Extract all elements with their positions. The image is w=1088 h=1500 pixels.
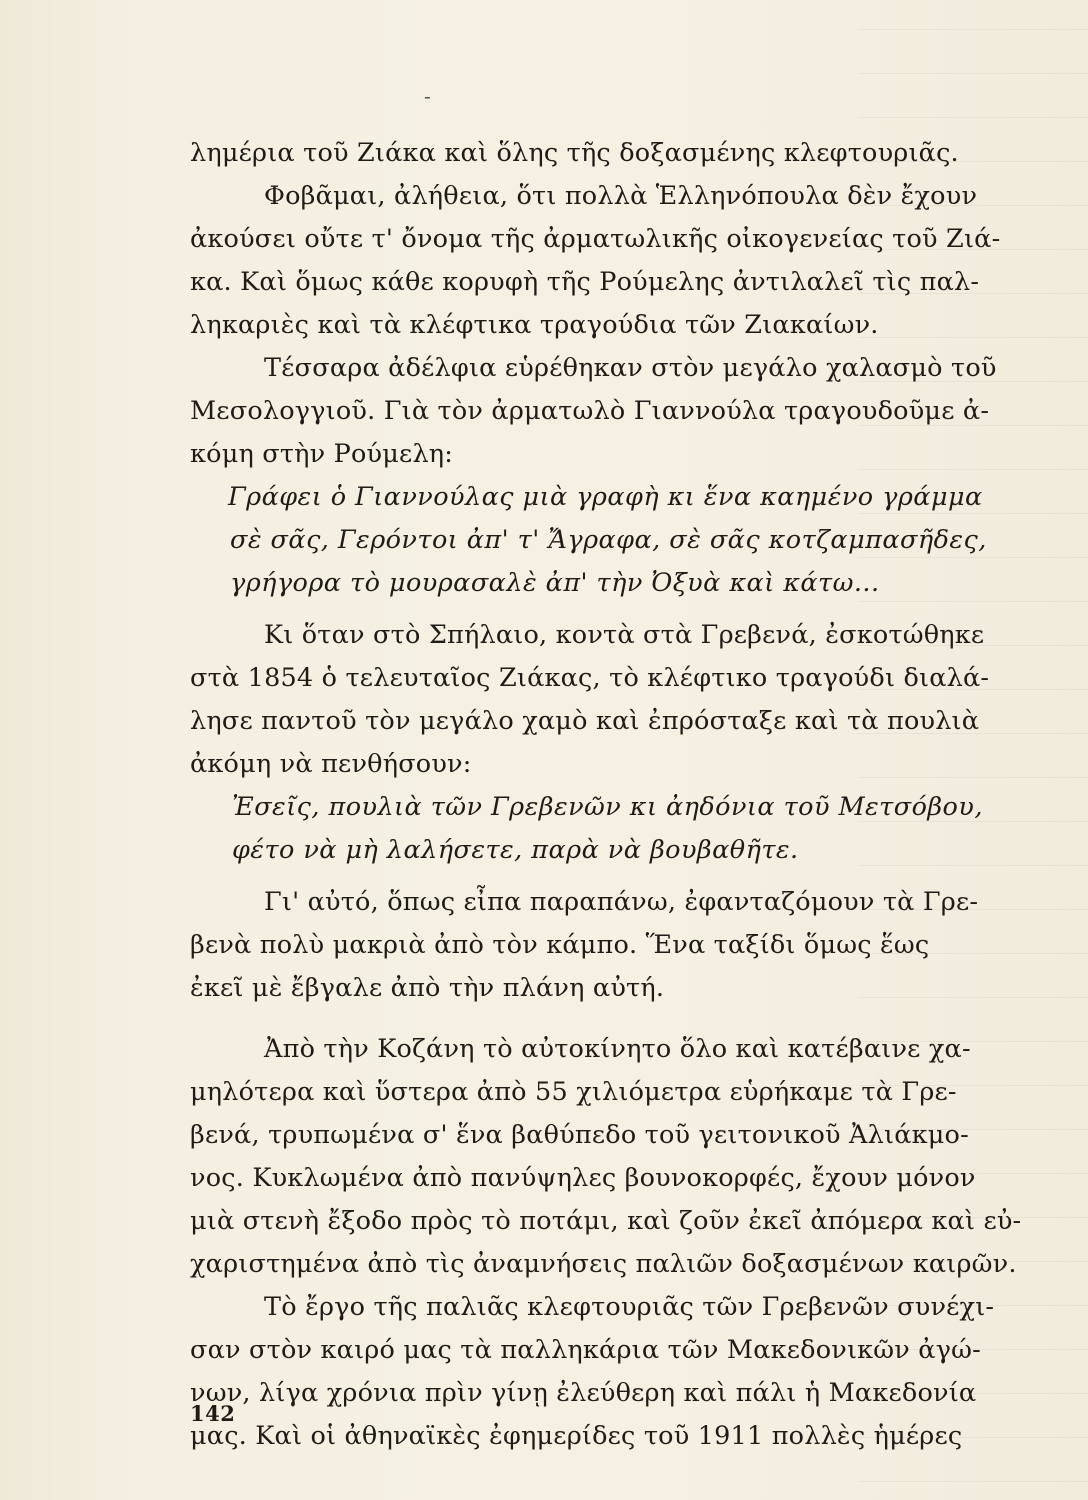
- poem-line: φέτο νὰ μὴ λαλήσετε, παρὰ νὰ βουβαθῆτε.: [232, 835, 799, 865]
- text-line: χαριστημένα ἀπὸ τὶς ἀναμνήσεις παλιῶν δοξασμένων καιρῶν.: [190, 1249, 1017, 1279]
- text-line: Ἀπὸ τὴν Κοζάνη τὸ αὐτοκίνητο ὅλο καὶ κατέβαινε χα-: [264, 1034, 971, 1064]
- text-line: ληκαριὲς καὶ τὰ κλέφτικα τραγούδια τῶν Ζιακαίων.: [190, 310, 879, 340]
- text-line: Μεσολογγιοῦ. Γιὰ τὸν ἀρματωλὸ Γιαννούλα τραγουδοῦμε ἀ-: [190, 396, 990, 426]
- text-line: νων, λίγα χρόνια πρὶν γίνῃ ἐλεύθερη καὶ πάλι ἡ Μακεδονία: [190, 1378, 977, 1408]
- text-line: κα. Καὶ ὅμως κάθε κορυφὴ τῆς Ρούμελης ἀντιλαλεῖ τὶς παλ-: [190, 267, 980, 297]
- text-line: νος. Κυκλωμένα ἀπὸ πανύψηλες βουνοκορφές, ἔχουν μόνον: [190, 1163, 976, 1193]
- text-line: λησε παντοῦ τὸν μεγάλο χαμὸ καὶ ἐπρόσταξε καὶ τὰ πουλιὰ: [190, 706, 980, 736]
- text-line: βενά, τρυπωμένα σ' ἕνα βαθύπεδο τοῦ γειτονικοῦ Ἀλιάκμο-: [190, 1120, 969, 1150]
- text-line: μας. Καὶ οἱ ἀθηναϊκὲς ἐφημερίδες τοῦ 1911 πολλὲς ἡμέρες: [190, 1421, 963, 1451]
- text-line: Κι ὅταν στὸ Σπήλαιο, κοντὰ στὰ Γρεβενά, ἐσκοτώθηκε: [264, 620, 985, 650]
- text-line: λημέρια τοῦ Ζιάκα καὶ ὅλης τῆς δοξασμένης κλεφτουριᾶς.: [190, 138, 959, 168]
- text-line: Γι' αὐτό, ὅπως εἶπα παραπάνω, ἐφανταζόμουν τὰ Γρε-: [264, 887, 979, 917]
- text-line: Τέσσαρα ἀδέλφια εὑρέθηκαν στὸν μεγάλο χαλασμὸ τοῦ: [264, 353, 997, 383]
- text-line: ἀκόμη νὰ πενθήσουν:: [190, 749, 472, 779]
- text-line: στὰ 1854 ὁ τελευταῖος Ζιάκας, τὸ κλέφτικο τραγούδι διαλά-: [190, 663, 990, 693]
- text-line: Φοβᾶμαι, ἀλήθεια, ὅτι πολλὰ Ἑλληνόπουλα δὲν ἔχουν: [264, 181, 978, 211]
- text-line: μιὰ στενὴ ἔξοδο πρὸς τὸ ποτάμι, καὶ ζοῦν ἐκεῖ ἀπόμερα καὶ εὐ-: [190, 1206, 1022, 1236]
- poem-line: γρήγορα τὸ μουρασαλὲ ἀπ' τὴν Ὀξυὰ καὶ κάτω...: [230, 568, 880, 598]
- text-line: ἐκεῖ μὲ ἔβγαλε ἀπὸ τὴν πλάνη αὐτή.: [190, 973, 665, 1003]
- text-line: σαν στὸν καιρό μας τὰ παλληκάρια τῶν Μακεδονικῶν ἀγώ-: [190, 1335, 981, 1365]
- text-line: Τὸ ἔργο τῆς παλιᾶς κλεφτουριᾶς τῶν Γρεβενῶν συνέχι-: [264, 1292, 995, 1322]
- page-top-mark: -: [424, 84, 431, 108]
- text-line: μηλότερα καὶ ὕστερα ἀπὸ 55 χιλιόμετρα εὑρήκαμε τὰ Γρε-: [190, 1077, 957, 1107]
- poem-line: σὲ σᾶς, Γερόντοι ἀπ' τ' Ἄγραφα, σὲ σᾶς κοτζαμπασῆδες,: [230, 525, 987, 555]
- text-line: βενὰ πολὺ μακριὰ ἀπὸ τὸν κάμπο. Ἕνα ταξίδι ὅμως ἕως: [190, 930, 930, 960]
- poem-line: Γράφει ὁ Γιαννούλας μιὰ γραφὴ κι ἕνα καημένο γράμμα: [228, 482, 983, 512]
- text-line: κόμη στὴν Ρούμελη:: [190, 439, 454, 469]
- text-line: ἀκούσει οὔτε τ' ὄνομα τῆς ἀρματωλικῆς οἰκογενείας τοῦ Ζιά-: [190, 224, 1001, 254]
- page-number: 142: [190, 1401, 236, 1426]
- poem-line: Ἐσεῖς, πουλιὰ τῶν Γρεβενῶν κι ἀηδόνια τοῦ Μετσόβου,: [232, 792, 983, 822]
